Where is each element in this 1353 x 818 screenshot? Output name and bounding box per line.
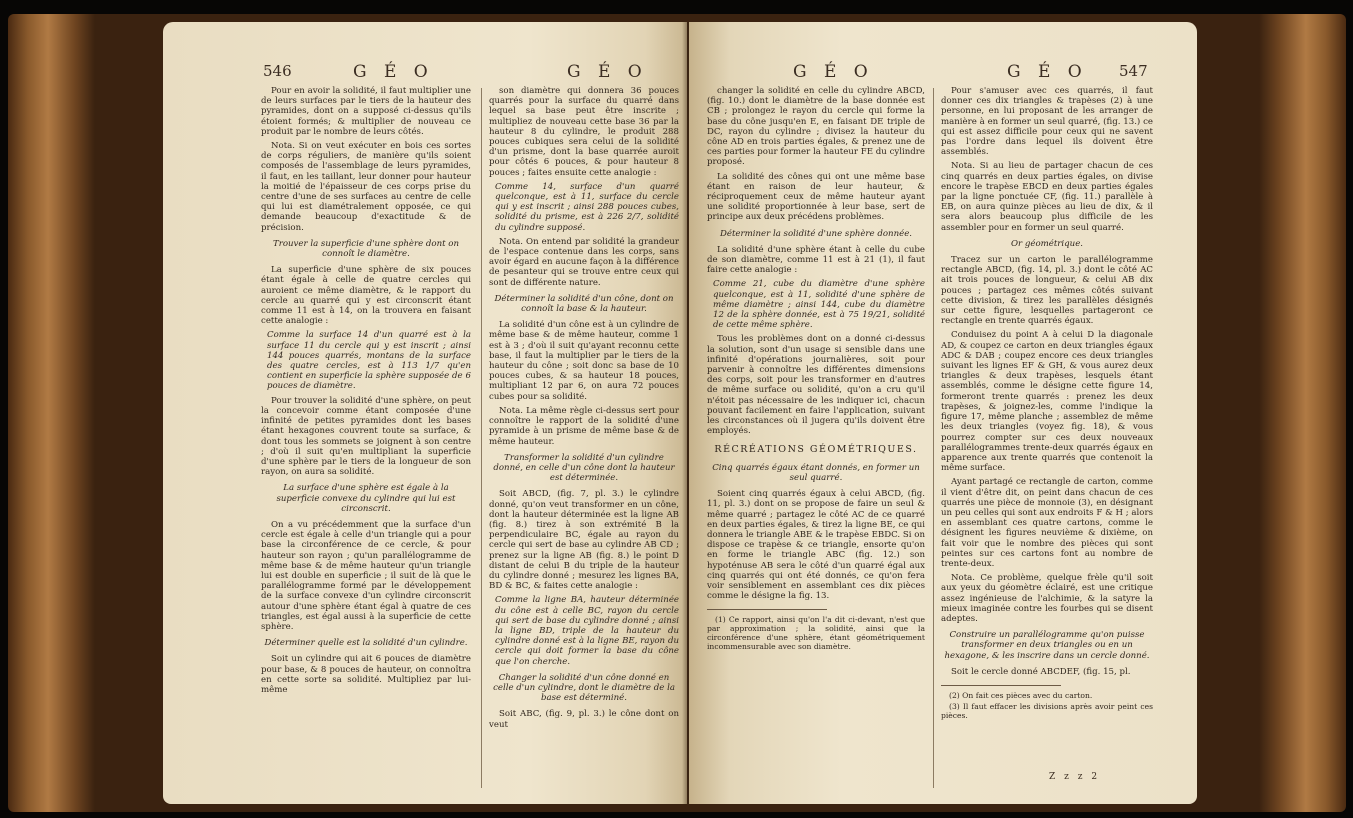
book-spread bbox=[8, 14, 1346, 812]
footnote-rule bbox=[941, 685, 1061, 686]
paragraph: Soient cinq quarrés égaux à celui ABCD, (fig. 11, pl. 3.) dont on se propose de faire un seul & même quarré ; partagez le côté AC de ce quarré en deux parties égales, & tirez la ligne BE, ce qui donnera le triangle ABE & le trapèse EBDC. Si on dispose ce trapèse & ce triangle, ensorte qu'on en forme le triangle ABC (fig. 12.) son hypoténuse AB sera le côté d'un quarré égal aux cinq quarrés qui ont été donnés, ce qu'on fera voir sensiblement en assemblant ces dix pièces comme le désigne la fig. 13. bbox=[707, 489, 925, 602]
paragraph: Ayant partagé ce rectangle de carton, comme il vient d'être dit, on peint dans chacun de ces quarrés une pièce de monnoie (3), en désignant un peu celles qui sont aux endroits F & H ; alors en assemblant ces quatre cartons, comme le désignent les figures neuvième & dixième, on fait voir que le nombre des pièces qui sont peintes sur ces cartons font au nombre de trente-deux. bbox=[941, 477, 1153, 569]
section-heading: RÉCRÉATIONS GÉOMÉTRIQUES. bbox=[714, 443, 918, 455]
paragraph: Conduisez du point A à celui D la diagonale AD, & coupez ce carton en deux triangles égaux ADC & DAB ; coupez encore ces deux triangles suivant les lignes EF & GH, & vous aurez deux triangles & deux trapèses, lesquels étant assemblés, comme le désigne cette figure 14, formeront trente quarrés : prenez les deux trapèses, & joignez-les, comme l'indique la figure 17, même planche ; assemblez de même les deux triangles (voyez fig. 18), & vous pourrez compter sur ces deux nouveaux parallélogrammes trente-deux quarrés égaux en apparence aux trente quarrés que contenoit la même surface. bbox=[941, 330, 1153, 474]
right-page-column-2 bbox=[941, 86, 1153, 722]
running-head-right-1: G É O bbox=[793, 62, 874, 82]
paragraph: Tous les problèmes dont on a donné ci-dessus la solution, sont d'un usage si sensible dans une infinité d'opérations journalières, soit pour parvenir à connoître les différentes dimensions des corps, soit pour les transformer en d'autres de même surface ou solidité, qu'on a cru qu'il n'étoit pas nécessaire de les indiquer ici, chacun pouvant facilement en faire l'application, suivant les circonstances où il jugera qu'ils doivent être employés. bbox=[707, 334, 925, 437]
left-page bbox=[163, 22, 687, 804]
problem-heading: Déterminer la solidité d'un cône, dont on connoît la base & la hauteur. bbox=[494, 293, 674, 315]
paragraph: Nota. Si au lieu de partager chacun de ces cinq quarrés en deux parties égales, on divise encore le trapèse EBCD en deux parties égales par la ligne ponctuée CF, (fig. 11.) parallèle à EB, on aura quinze pièces au lieu de dix, & il sera alors beaucoup plus difficile de les assembler pour en former un seul quarré. bbox=[941, 161, 1153, 233]
column-rule-left bbox=[481, 88, 482, 788]
right-page bbox=[689, 22, 1197, 804]
paragraph: changer la solidité en celle du cylindre ABCD, (fig. 10.) dont le diamètre de la base donnée est CB ; prolongez le rayon du cercle qui forme la base du cône jusqu'en E, en faisant DE triple de DC, rayon du cylindre ; divisez la hauteur du cône AD en trois parties égales, & prenez une de ces parties pour former la hauteur FE du cylindre proposé. bbox=[707, 86, 925, 168]
problem-heading: Cinq quarrés égaux étant donnés, en former un seul quarré. bbox=[712, 462, 920, 483]
paragraph: La solidité d'une sphère étant à celle du cube de son diamètre, comme 11 est à 21 (1), il faut faire cette analogie : bbox=[707, 244, 925, 276]
paragraph: Nota. La même règle ci-dessus sert pour connoître le rapport de la solidité d'une pyramide à un prisme de même base & de même hauteur. bbox=[489, 405, 679, 447]
problem-heading: Déterminer la solidité d'une sphère donnée. bbox=[719, 228, 913, 239]
footnote: (2) On fait ces pièces avec du carton. bbox=[949, 690, 1093, 700]
running-head-left-1: G É O bbox=[353, 62, 434, 82]
paragraph: Soit ABCD, (fig. 7, pl. 3.) le cylindre donné, qu'on veut transformer en un cône, dont la hauteur déterminée est la ligne AB (fig. 8.) tirez à son extrémité B la perpendiculaire BC, égale au rayon du cercle qui sert de base au cylindre AB CD ; prenez sur la ligne AB (fig. 8.) le point D distant de celui B du triple de la hauteur du cylindre donné ; mesurez les lignes BA, BD & BC, & faites cette analogie : bbox=[489, 489, 679, 592]
paragraph: Soit ABC, (fig. 9, pl. 3.) le cône dont on veut bbox=[489, 709, 679, 730]
page-number-right: 547 bbox=[1119, 62, 1148, 80]
paragraph: Pour s'amuser avec ces quarrés, il faut donner ces dix triangles & trapèses (2) à une personne, en lui proposant de les arranger de manière à en former un seul quarré, (fig. 13.) ce qui est assez difficile pour ceux qui ne savent pas l'ordre dans lequel ils doivent être assemblés. bbox=[941, 86, 1153, 158]
paragraph: Pour trouver la solidité d'une sphère, on peut la concevoir comme étant composée d'une infinité de petites pyramides dont les bases étant hexagones couvrent toute sa surface, & dont tous les sommets se joignent à son centre ; d'où il suit qu'en multipliant la superficie d'une sphère par le tiers de la longueur de son rayon, on aura sa solidité. bbox=[261, 395, 471, 478]
paragraph: Tracez sur un carton le parallélogramme rectangle ABCD, (fig. 14, pl. 3.) dont le côté AC ait trois pouces de longueur, & celui AB dix pouces ; partagez ces mêmes côtés suivant cette division, & tirez les parallèles désignés sur cette figure, lesquelles partageront ce rectangle en trente quarrés égaux. bbox=[941, 255, 1153, 327]
running-head-left-2: G É O bbox=[567, 62, 648, 82]
problem-heading: La surface d'une sphère est égale à la superficie convexe du cylindre qui lui est circonscrit. bbox=[276, 483, 456, 514]
paragraph: On a vu précédemment que la surface d'un cercle est égale à celle d'un triangle qui a pour base la circonférence de ce cercle, & pour hauteur son rayon ; qu'un parallélogramme de même base & de même hauteur qu'un triangle lui est double en superficie ; il suit de là que le parallélogramme formé par le développement de la surface convexe d'un cylindre circonscrit autour d'une sphère étant égal à quatre de ces triangles, est égal aussi à la superficie de cette sphère. bbox=[261, 519, 471, 632]
paragraph: son diamètre qui donnera 36 pouces quarrés pour la surface du quarré dans lequel sa base peut être inscrite ; multipliez de nouveau cette base 36 par la hauteur 8 du cylindre, le produit 288 pouces cubiques sera celui de la solidité d'un prisme, dont la base quarrée auroit pour côtés 6 pouces, & pour hauteur 8 pouces ; faites ensuite cette analogie : bbox=[489, 86, 679, 178]
footnote: (3) Il faut effacer les divisions après avoir peint ces pièces. bbox=[941, 701, 1153, 720]
paragraph: Pour en avoir la solidité, il faut multiplier une de leurs surfaces par le tiers de la hauteur des pyramides, dont on a supposé ci-dessus qu'ils étoient formés; & multiplier de nouveau ce produit par le nombre de leurs côtés. bbox=[261, 86, 471, 137]
left-page-column-2 bbox=[489, 86, 679, 734]
paragraph: La solidité d'un cône est à un cylindre de même base & de même hauteur, comme 1 est à 3 ; d'où il suit qu'ayant reconnu cette base, il faut la multiplier par le tiers de la hauteur du cône ; soit donc sa base de 10 pouces cubes, & sa hauteur 18 pouces, multipliant 12 par 6, on aura 72 pouces cubes pour sa solidité. bbox=[489, 320, 679, 402]
problem-heading: Déterminer quelle est la solidité d'un cylindre. bbox=[264, 638, 468, 649]
problem-heading: Transformer la solidité d'un cylindre donné, en celle d'un cône dont la hauteur est déterminée. bbox=[493, 452, 675, 484]
footnote: (1) Ce rapport, ainsi qu'on l'a dit ci-devant, n'est que par approximation ; la solidité, ainsi que la circonférence d'une sphère, étant géométriquement incommensurable avec son diamètre. bbox=[707, 615, 925, 652]
paragraph: La superficie d'une sphère de six pouces étant égale à celle de quatre cercles qui auroient ce même diamètre, & le rapport du cercle au quarré qui y est circonscrit étant comme 11 est à 14, on la trouvera en faisant cette analogie : bbox=[261, 265, 471, 327]
left-page-column-1 bbox=[261, 86, 471, 699]
paragraph: Soit un cylindre qui ait 6 pouces de diamètre pour base, & 8 pouces de hauteur, on connoîtra en cette sorte sa solidité. Multipliez par lui-même bbox=[261, 654, 471, 695]
right-page-column-1 bbox=[707, 86, 925, 653]
paragraph: Nota. Si on veut exécuter en bois ces sortes de corps réguliers, de manière qu'ils soient composés de l'assemblage de leurs pyramides, il faut, en les taillant, leur donner pour hauteur la moitié de l'épaisseur de ces corps prise du centre d'une de ses surfaces au centre de celle qui lui est diamétralement opposée, ce qui demande beaucoup d'exactitude & de précision. bbox=[261, 141, 471, 233]
running-head-right-2: G É O bbox=[1007, 62, 1088, 82]
problem-heading: Changer la solidité d'un cône donné en celle d'un cylindre, dont le diamètre de la base est déterminé. bbox=[493, 672, 675, 704]
footnote-rule bbox=[707, 609, 827, 610]
problem-heading: Or géométrique. bbox=[1010, 238, 1084, 249]
signature-mark: Z z z 2 bbox=[1049, 772, 1101, 782]
problem-heading: Construire un parallélogramme qu'on puisse transformer en deux triangles ou en un hexagone, & les inscrire dans un cercle donné. bbox=[944, 630, 1150, 661]
paragraph: La solidité des cônes qui ont une même base étant en raison de leur hauteur, & réciproquement ceux de même hauteur ayant une solidité proportionnée à leur base, sert de principe aux deux précédens problèmes. bbox=[707, 171, 925, 223]
problem-heading: Trouver la superficie d'une sphère dont on connoît le diamètre. bbox=[273, 238, 459, 260]
paragraph: Nota. On entend par solidité la grandeur de l'espace contenue dans les corps, sans avoir égard en aucune façon à la différence de pesanteur qui se trouve entre ceux qui sont de différente nature. bbox=[489, 236, 679, 288]
column-rule-right bbox=[933, 88, 934, 788]
paragraph: Soit le cercle donné ABCDEF, (fig. 15, pl. bbox=[951, 666, 1131, 677]
analogy-text: Comme 21, cube du diamètre d'une sphère quelconque, est à 11, solidité d'une sphère de même diamètre ; ainsi 144, cube du diamètre 12 de la sphère donnée, est à 75 19/21, solidité de cette même sphère. bbox=[713, 279, 925, 331]
page-number-left: 546 bbox=[263, 62, 292, 80]
analogy-text: Comme 14, surface d'un quarré quelconque, est à 11, surface du cercle qui y est inscrit ; ainsi 288 pouces cubes, solidité du prisme, est à 226 2/7, solidité du cylindre supposé. bbox=[495, 181, 679, 233]
paragraph: Nota. Ce problème, quelque frèle qu'il soit aux yeux du géomètre éclairé, est une critique assez ingénieuse de l'alchimie, & la satyre la mieux imaginée contre les fourbes qui se disent adeptes. bbox=[941, 573, 1153, 624]
analogy-text: Comme la surface 14 d'un quarré est à la surface 11 du cercle qui y est inscrit ; ainsi 144 pouces quarrés, montans de la surface des quatre cercles, est à 113 1/7 qu'en contient en superficie la sphère supposée de 6 pouces de diamètre. bbox=[267, 330, 471, 392]
analogy-text: Comme la ligne BA, hauteur déterminée du cône est à celle BC, rayon du cercle qui sert de base du cylindre donné ; ainsi la ligne BD, triple de la hauteur du cylindre donné est à la ligne BE, rayon du cercle qui doit former la base du cône que l'on cherche. bbox=[495, 595, 679, 667]
